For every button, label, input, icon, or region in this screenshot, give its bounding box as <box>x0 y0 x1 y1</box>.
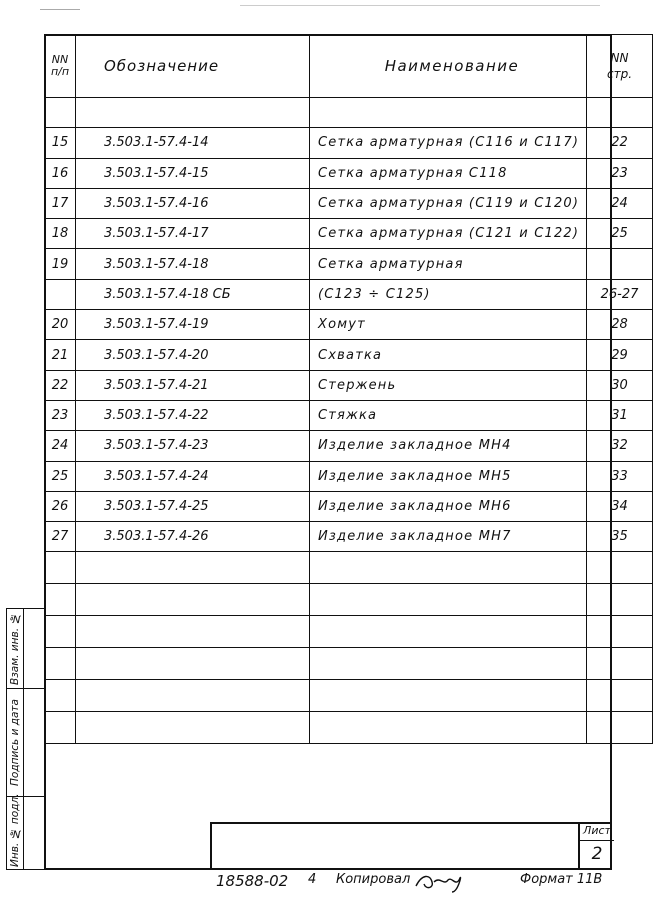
row-page: 30 <box>587 370 653 400</box>
row-designation: 3.503.1-57.4-25 <box>76 491 310 521</box>
row-designation: 3.503.1-57.4-20 <box>76 340 310 370</box>
row-number: 25 <box>45 461 76 491</box>
row-designation: 3.503.1-57.4-22 <box>76 400 310 430</box>
row-designation: 3.503.1-57.4-15 <box>76 158 310 188</box>
row-designation: 3.503.1-57.4-21 <box>76 370 310 400</box>
row-number: 27 <box>45 522 76 552</box>
title-block <box>210 822 612 870</box>
row-name: Сетка арматурная (С116 и С117) <box>310 128 587 158</box>
copier-signature <box>412 868 468 894</box>
sheet-label: Лист <box>580 824 614 841</box>
header-num-top: NN <box>51 53 69 66</box>
row-page: 28 <box>587 310 653 340</box>
row-designation: 3.503.1-57.4-17 <box>76 219 310 249</box>
row-page: 34 <box>587 491 653 521</box>
sheet-number: 2 <box>591 844 603 864</box>
row-number: 19 <box>45 249 76 279</box>
page-frame <box>44 34 612 870</box>
row-page: 29 <box>587 340 653 370</box>
row-number: 16 <box>45 158 76 188</box>
row-name: (С123 ÷ С125) <box>310 279 587 309</box>
row-name: Хомут <box>310 310 587 340</box>
row-number: 22 <box>45 370 76 400</box>
row-page: 23 <box>587 158 653 188</box>
row-name: Изделие закладное МН5 <box>310 461 587 491</box>
row-designation: 3.503.1-57.4-24 <box>76 461 310 491</box>
sheet-index: 4 <box>308 872 317 887</box>
row-number: 20 <box>45 310 76 340</box>
row-page: 32 <box>587 431 653 461</box>
row-designation: 3.503.1-57.4-23 <box>76 431 310 461</box>
row-designation: 3.503.1-57.4-18 <box>76 249 310 279</box>
row-page: 24 <box>587 188 653 218</box>
sidebar-exchange-label: Взам. инв. № <box>9 612 21 685</box>
row-designation: 3.503.1-57.4-18 СБ <box>76 279 310 309</box>
row-name: Схватка <box>310 340 587 370</box>
row-number: 17 <box>45 188 76 218</box>
row-designation: 3.503.1-57.4-19 <box>76 310 310 340</box>
row-name: Изделие закладное МН6 <box>310 491 587 521</box>
header-name: Наименование <box>384 57 520 75</box>
row-page: 33 <box>587 461 653 491</box>
sidebar-exchange-cell <box>7 609 45 689</box>
row-name: Сетка арматурная (С121 и С122) <box>310 219 587 249</box>
row-number: 15 <box>45 128 76 158</box>
sheet-box <box>578 822 612 870</box>
row-name: Сетка арматурная (С119 и С120) <box>310 188 587 218</box>
sidebar-inventory-cell <box>7 793 45 869</box>
sidebar-signature-cell <box>7 689 45 797</box>
copied-label: Копировал <box>336 872 411 887</box>
header-page-bottom: стр. <box>606 67 633 81</box>
row-page: 22 <box>587 128 653 158</box>
row-page: 26-27 <box>587 279 653 309</box>
row-page: 25 <box>587 219 653 249</box>
row-name: Сетка арматурная С118 <box>310 158 587 188</box>
row-name: Стержень <box>310 370 587 400</box>
row-name: Изделие закладное МН4 <box>310 431 587 461</box>
row-number: 21 <box>45 340 76 370</box>
sidebar-inventory-label: Инв. № подл. <box>9 793 21 867</box>
row-number: 26 <box>45 491 76 521</box>
doc-code: 18588-02 <box>216 872 289 890</box>
header-page-top: NN <box>610 51 629 65</box>
row-name: Изделие закладное МН7 <box>310 522 587 552</box>
row-number: 23 <box>45 400 76 430</box>
row-number: 24 <box>45 431 76 461</box>
row-designation: 3.503.1-57.4-14 <box>76 128 310 158</box>
sidebar-signature-label: Подпись и дата <box>9 699 21 787</box>
row-number: 18 <box>45 219 76 249</box>
row-page: 31 <box>587 400 653 430</box>
row-designation: 3.503.1-57.4-16 <box>76 188 310 218</box>
row-designation: 3.503.1-57.4-26 <box>76 522 310 552</box>
row-name: Сетка арматурная <box>310 249 587 279</box>
header-num-bottom: п/п <box>50 65 70 78</box>
approval-sidebar <box>6 608 44 870</box>
row-page: 35 <box>587 522 653 552</box>
header-designation: Обозначение <box>104 57 220 75</box>
row-name: Стяжка <box>310 400 587 430</box>
format-label: Формат 11В <box>520 872 603 887</box>
